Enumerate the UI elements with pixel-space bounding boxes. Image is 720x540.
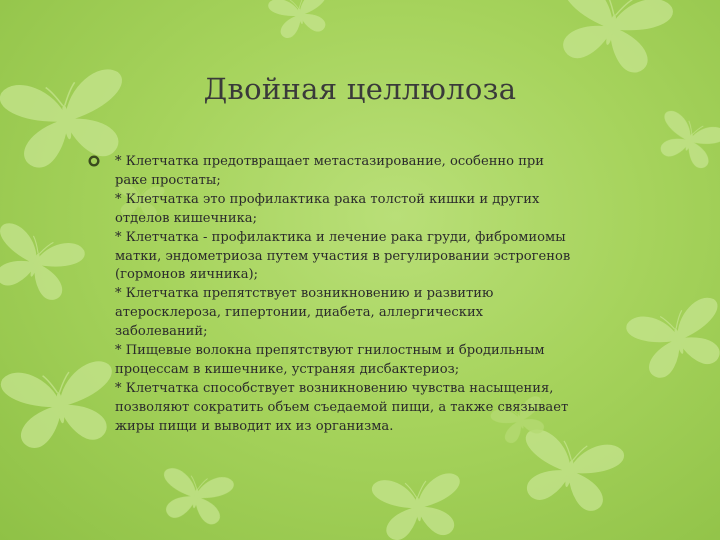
hollow-circle-bullet-icon <box>88 155 100 167</box>
bullet-text <box>115 153 655 437</box>
butterfly-icon <box>652 109 720 172</box>
text-line: * Клетчатка препятствует возникновению и развитию <box>115 286 494 302</box>
butterfly-icon <box>514 428 625 515</box>
butterfly-icon <box>157 467 234 527</box>
text-line: * Клетчатка это профилактика рака толстой кишки и других <box>115 191 540 207</box>
text-line: процессам в кишечнике, устраняя дисбактериоз; <box>115 361 460 377</box>
text-line: матки, эндометриоза путем участия в регулировании эстрогенов <box>115 248 571 264</box>
text-line: * Клетчатка предотвращает метастазирование, особенно при <box>115 154 545 169</box>
text-line: * Клетчатка способствует возникновению чувства насыщения, <box>115 380 554 396</box>
butterfly-icon <box>371 473 464 540</box>
slide-title: Двойная целлюлоза <box>203 72 517 106</box>
text-line: (гормонов яичника); <box>115 267 259 283</box>
text-line: * Клетчатка - профилактика и лечение рака груди, фибромиомы <box>115 229 566 245</box>
text-line: жиры пищи и выводит их из организма. <box>115 418 394 434</box>
butterfly-icon <box>267 0 332 40</box>
text-line: заболеваний; <box>115 324 208 340</box>
butterfly-icon <box>0 221 87 305</box>
text-line: раке простаты; <box>115 172 221 188</box>
text-line: * Пищевые волокна препятствуют гнилостным и бродильным <box>115 343 545 359</box>
text-line: позволяют сократить объем съедаемой пищи, а также связывает <box>115 399 569 415</box>
butterfly-icon <box>0 360 120 451</box>
butterfly-icon <box>549 0 675 78</box>
text-line: отделов кишечника; <box>115 210 258 226</box>
text-line: атеросклероза, гипертонии, диабета, аллергических <box>115 305 484 321</box>
